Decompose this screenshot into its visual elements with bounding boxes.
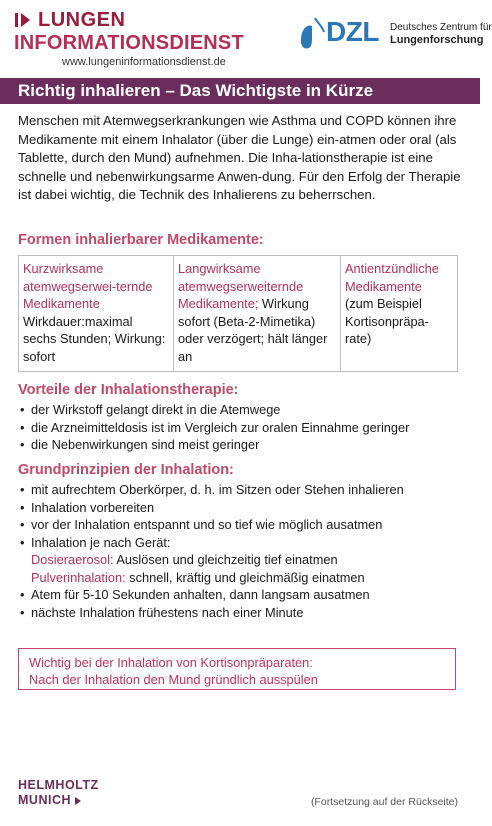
warning-line1: Wichtig bei der Inhalation von Kortisonpräparaten: [29,655,313,670]
warning-box [18,648,456,690]
device-pulverinhalation [18,569,404,587]
helmholtz-line2: MUNICH [18,793,71,807]
brand-title-line2: INFORMATIONSDIENST [14,32,244,54]
dzl-name-line1: Deutsches Zentrum für [390,22,492,33]
list-item: • der Wirkstoff gelangt direkt in die Atemwege [18,401,409,419]
warning-line2: Nach der Inhalation den Mund gründlich ausspülen [29,672,318,687]
dzl-name-line2: Lungenforschung [390,34,484,46]
table-cell-anti-inflammatory [341,256,458,372]
dzl-abbreviation: DZL [326,16,379,47]
anti-inflammatory-text: (zum Beispiel Kortisonpräpa-rate) [345,296,429,346]
helmholtz-line1: HELMHOLTZ [18,778,99,792]
dzl-logo[interactable] [298,12,492,54]
anti-inflammatory-title: Antientzündliche Medikamente [345,261,439,294]
forms-heading: Formen inhalierbarer Medikamente: [18,232,264,248]
list-item: • vor der Inhalation entspannt und so tief wie möglich ausatmen [18,516,404,534]
continuation-note: (Fortsetzung auf der Rückseite) [310,796,458,808]
short-acting-title: Kurzwirksame atemwegserwei-ternde Medikamente [23,261,153,311]
lungeninformationsdienst-logo[interactable] [14,10,244,68]
page-title: Richtig inhalieren – Das Wichtigste in Kürze [18,81,374,100]
list-item: • die Nebenwirkungen sind meist geringer [18,436,409,454]
table-cell-short-acting [19,256,174,372]
list-item: • Atem für 5-10 Sekunden anhalten, dann langsam ausatmen [18,586,404,604]
brand-title-line1: LUNGEN [38,9,126,31]
device-label: Dosieraerosol: [31,552,114,567]
list-item: • mit aufrechtem Oberkörper, d. h. im Sitzen oder Stehen inhalieren [18,481,404,499]
device-text: schnell, kräftig und gleichmäßig einatmen [125,569,365,585]
header [0,0,492,72]
principles-list [18,481,404,621]
advantages-heading: Vorteile der Inhalationstherapie: [18,382,239,398]
brand-arrow-icon [14,11,32,29]
device-text: Auslösen und gleichzeitig tief einatmen [113,552,338,567]
long-acting-text: Wirkung sofort (Beta-2-Mimetika) oder verzögert; hält länger an [178,296,328,364]
long-acting-title: Langwirksame atemwegserweiternde Medikamente; [178,261,304,311]
principles-heading: Grundprinzipien der Inhalation: [18,462,234,478]
list-item: • nächste Inhalation frühestens nach einer Minute [18,604,404,622]
helmholtz-munich-logo[interactable] [18,778,99,808]
device-label: Pulverinhalation: [31,569,126,585]
short-acting-text: Wirkdauer:maximal sechs Stunden; Wirkung: sofort [23,313,166,364]
brand-url[interactable]: www.lungeninformationsdienst.de [62,56,226,68]
lungs-icon [298,12,328,52]
medication-forms-table [18,255,458,372]
table-row [19,256,458,372]
list-item: • Inhalation je nach Gerät: [18,534,404,552]
list-item: • die Arzneimitteldosis ist im Vergleich zur oralen Einnahme geringer [18,419,409,437]
table-cell-long-acting [174,256,341,372]
title-banner [0,78,480,104]
device-dosieraerosol [18,551,404,569]
list-item: • Inhalation vorbereiten [18,499,404,517]
intro-paragraph: Menschen mit Atemwegserkrankungen wie Asthma und COPD können ihre Medikamente mit einem Inhalator (über die Lunge) ein-atmen oder oral (als Tablette, durch den Mund) aufnehmen. Die Inha-lationstherapie ist eine schnelle und nebenwirkungsarme Anwen-dung. Für den Erfolg der Therapie ist dabei wichtig, die Technik des Inhalierens zu beherrschen. [18,113,461,202]
advantages-list [18,401,409,454]
helmholtz-arrow-icon [73,796,83,806]
